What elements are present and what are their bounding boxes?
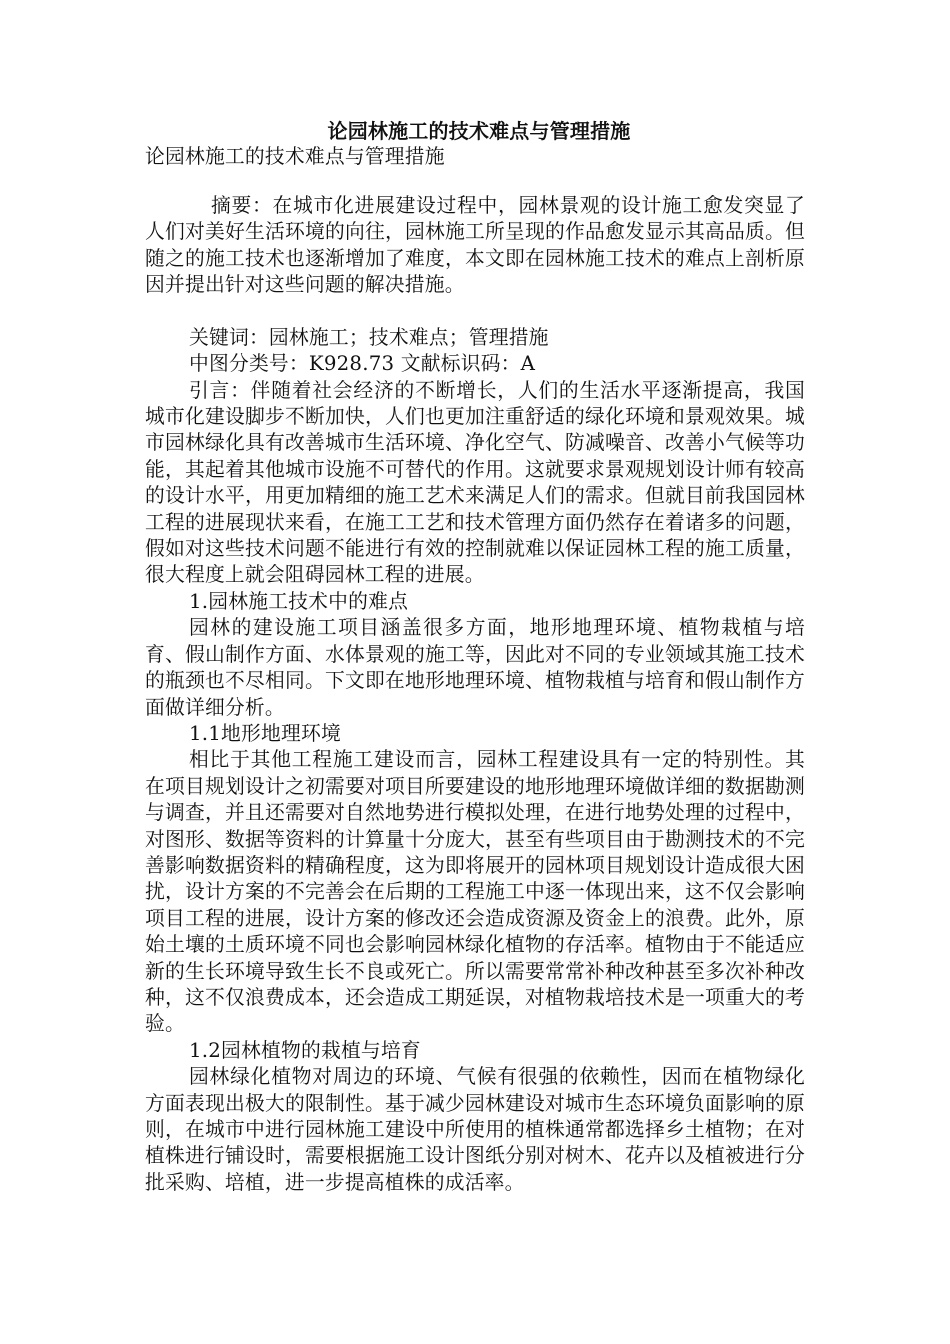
- section-1-2-heading: 1.2园林植物的栽植与培育: [189, 1038, 421, 1062]
- intro-paragraph: 引言：伴随着社会经济的不断增长，人们的生活水平逐渐提高，我国城市化建设脚步不断加快，人们也更加注重舒适的绿化环境和景观效果。城市园林绿化具有改善城市生活环境、净化空气、防减噪音、改善小气候等功能，其起着其他城市设施不可替代的作用。这就要求景观规划设计师有较高的设计水平，用更加精细的施工艺术来满足人们的需求。但就目前我国园林工程的进展现状来看，在施工工艺和技术管理方面仍然存在着诸多的问题，假如对这些技术问题不能进行有效的控制就难以保证园林工程的施工质量，很大程度上就会阻碍园林工程的进展。: [145, 378, 805, 587]
- abstract-paragraph: 摘要：在城市化进展建设过程中，园林景观的设计施工愈发突显了人们对美好生活环境的向往，园林施工所呈现的作品愈发显示其高品质。但随之的施工技术也逐渐增加了难度，本文即在园林施工技术的难点上剖析原因并提出针对这些问题的解决措施。: [145, 193, 805, 297]
- section-1-1-paragraph: 相比于其他工程施工建设而言，园林工程建设具有一定的特别性。其在项目规划设计之初需要对项目所要建设的地形地理环境做详细的数据勘测与调查，并且还需要对自然地势进行模拟处理，在进行地势处理的过程中，对图形、数据等资料的计算量十分庞大，甚至有些项目由于勘测技术的不完善影响数据资料的精确程度，这为即将展开的园林项目规划设计造成很大困扰，设计方案的不完善会在后期的工程施工中逐一体现出来，这不仅会影响项目工程的进展，设计方案的修改还会造成资源及资金上的浪费。此外，原始土壤的土质环境不同也会影响园林绿化植物的存活率。植物由于不能适应新的生长环境导致生长不良或死亡。所以需要常常补种改种甚至多次补种改种，这不仅浪费成本，还会造成工期延误，对植物栽培技术是一项重大的考验。: [145, 748, 805, 1036]
- section-1-heading: 1.园林施工技术中的难点: [189, 589, 409, 613]
- document-subtitle: 论园林施工的技术难点与管理措施: [145, 145, 445, 169]
- keywords-line: 关键词：园林施工；技术难点；管理措施: [189, 325, 549, 349]
- section-1-paragraph: 园林的建设施工项目涵盖很多方面，地形地理环境、植物栽植与培育、假山制作方面、水体景观的施工等，因此对不同的专业领域其施工技术的瓶颈也不尽相同。下文即在地形地理环境、植物栽植与培育和假山制作方面做详细分析。: [145, 616, 805, 719]
- document-page: [145, 118, 805, 1196]
- document-title: 论园林施工的技术难点与管理措施: [327, 119, 631, 143]
- section-1-1-heading: 1.1地形地理环境: [189, 721, 341, 745]
- section-1-2-paragraph: 园林绿化植物对周边的环境、气候有很强的依赖性，因而在植物绿化方面表现出极大的限制性。基于减少园林建设对城市生态环境负面影响的原则，在城市中进行园林施工建设中所使用的植株通常都选择乡土植物；在对植株进行铺设时，需要根据施工设计图纸分别对树木、花卉以及植被进行分批采购、培植，进一步提高植株的成活率。: [145, 1065, 805, 1194]
- classification-line: 中图分类号：K928.73 文献标识码：A: [189, 352, 536, 376]
